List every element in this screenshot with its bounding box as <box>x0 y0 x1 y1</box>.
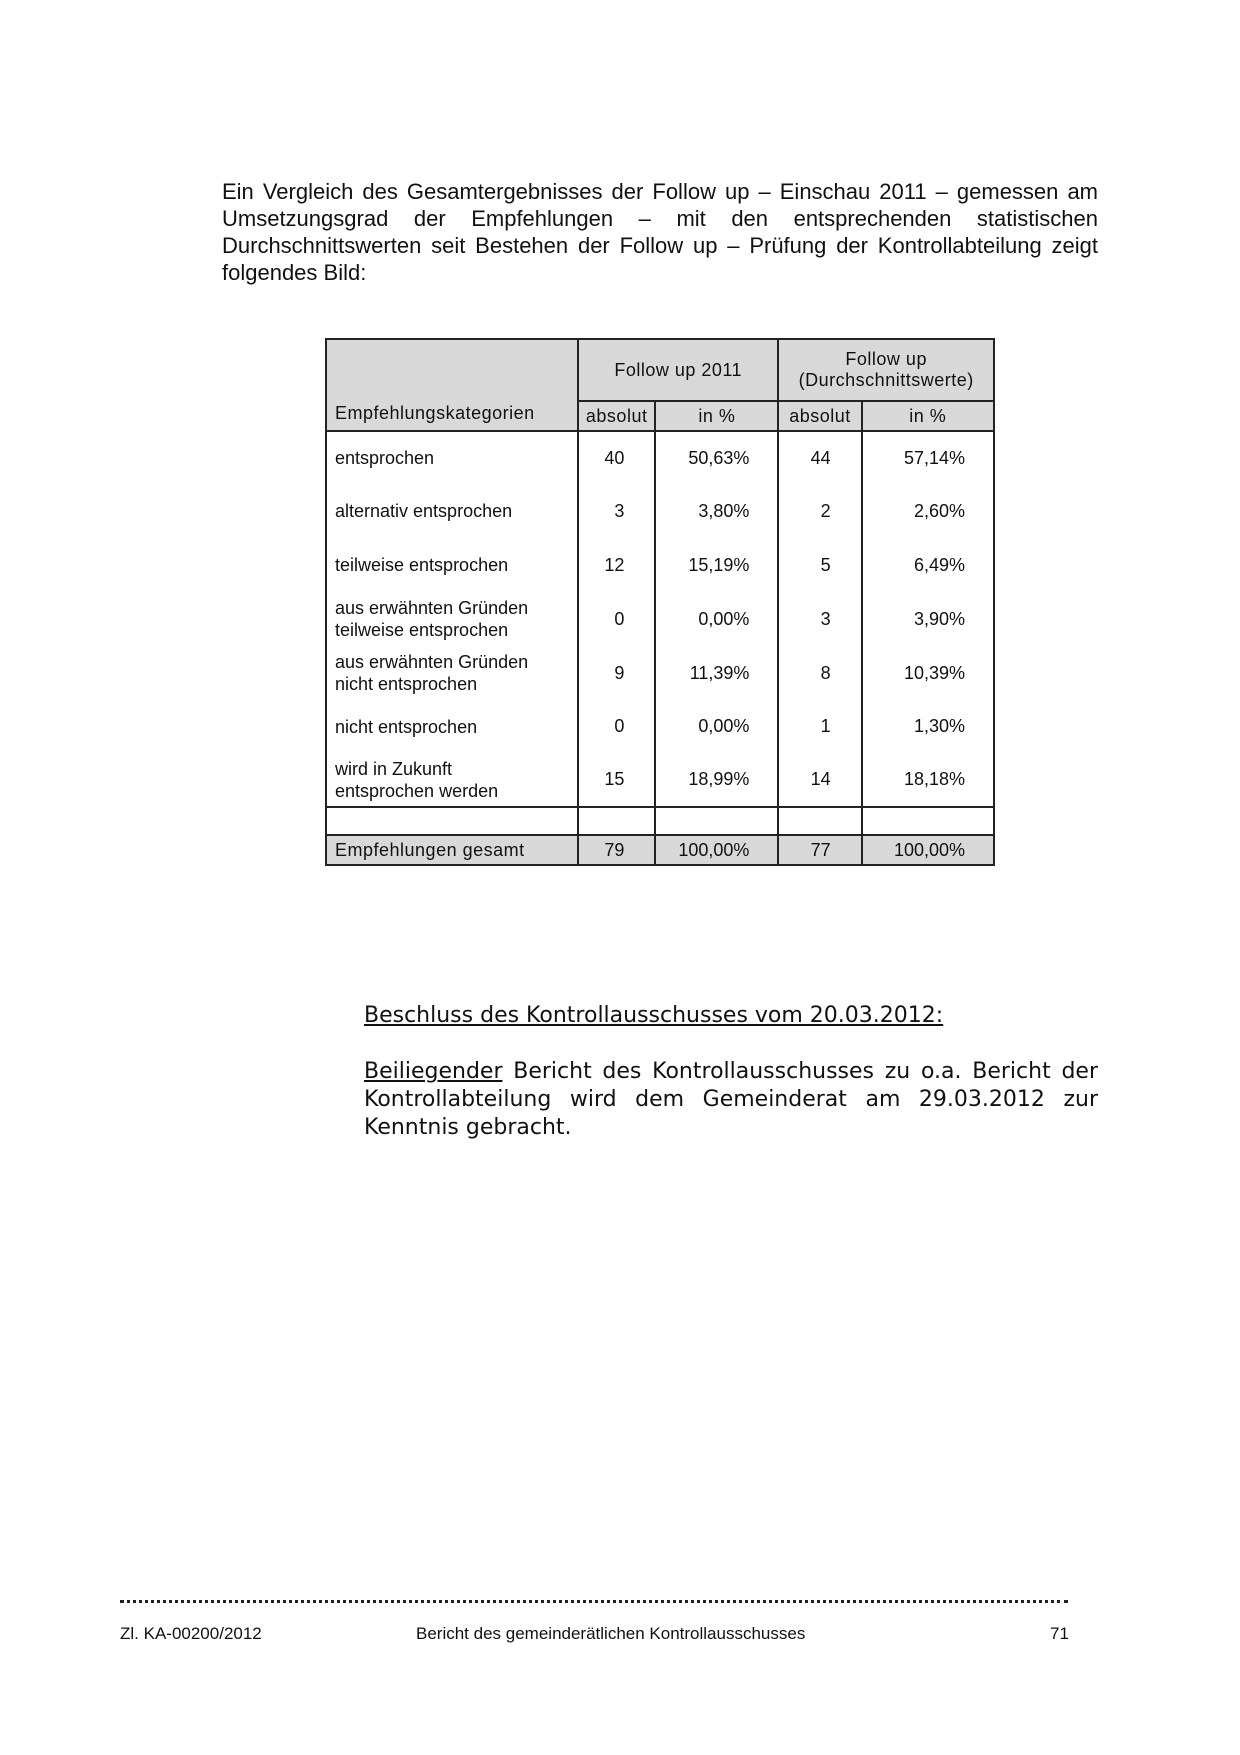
page-number: 71 <box>1050 1624 1069 1643</box>
total-percent-2011: 100,00% <box>655 835 778 865</box>
row-percent-average: 3,90% <box>862 592 994 646</box>
row-absolut-average: 2 <box>778 484 861 538</box>
row-absolut-2011: 15 <box>578 753 655 807</box>
resolution-body-underlined: Beiliegender <box>364 1059 503 1084</box>
row-category: aus erwähnten Gründen teilweise entsprochen <box>326 592 578 646</box>
recommendation-statistics-table <box>325 338 995 866</box>
row-percent-average: 6,49% <box>862 538 994 592</box>
header-follow-up-average-line1: Follow up <box>845 349 927 369</box>
row-absolut-average: 5 <box>778 538 861 592</box>
footer-reference: Zl. KA-00200/2012 <box>120 1624 262 1643</box>
row-percent-average: 18,18% <box>862 753 994 807</box>
row-percent-2011: 0,00% <box>655 700 778 753</box>
row-percent-average: 10,39% <box>862 646 994 700</box>
row-category: aus erwähnten Gründen nicht entsprochen <box>326 646 578 700</box>
table-spacer-row <box>326 807 994 835</box>
row-percent-2011: 50,63% <box>655 431 778 484</box>
row-category: wird in Zukunft entsprochen werden <box>326 753 578 807</box>
row-absolut-average: 1 <box>778 700 861 753</box>
row-category: entsprochen <box>326 431 578 484</box>
subheader-absolut-average: absolut <box>778 401 861 431</box>
row-absolut-2011: 40 <box>578 431 655 484</box>
footer-title: Bericht des gemeinderätlichen Kontrollausschusses <box>416 1624 806 1643</box>
row-absolut-average: 3 <box>778 592 861 646</box>
row-absolut-average: 14 <box>778 753 861 807</box>
table-header-row <box>326 339 994 401</box>
row-percent-2011: 18,99% <box>655 753 778 807</box>
intro-paragraph: Ein Vergleich des Gesamtergebnisses der Follow up – Einschau 2011 – gemessen am Umsetzungsgrad der Empfehlungen – mit den entsprechenden statistischen Durchschnittswerten seit Bestehen der Follow up – Prüfung der Kontrollabteilung zeigt folgendes Bild: <box>222 179 1098 285</box>
resolution-body-text: Bericht des Kontrollausschusses zu o.a. Bericht der Kontrollabteilung wird dem Gemeinderat am 29.03.2012 zur Kenntnis gebracht. <box>364 1059 1098 1140</box>
resolution-heading: Beschluss des Kontrollausschusses vom 20.03.2012: <box>364 1003 944 1028</box>
total-absolut-average: 77 <box>778 835 861 865</box>
row-percent-average: 57,14% <box>862 431 994 484</box>
row-category: nicht entsprochen <box>326 700 578 753</box>
row-percent-average: 2,60% <box>862 484 994 538</box>
row-percent-2011: 3,80% <box>655 484 778 538</box>
row-percent-2011: 11,39% <box>655 646 778 700</box>
resolution-section <box>364 1002 1098 1142</box>
table-row <box>326 753 994 807</box>
table-row <box>326 538 994 592</box>
subheader-percent-average: in % <box>862 401 994 431</box>
row-percent-average: 1,30% <box>862 700 994 753</box>
row-absolut-2011: 0 <box>578 592 655 646</box>
row-percent-2011: 15,19% <box>655 538 778 592</box>
subheader-absolut-2011: absolut <box>578 401 655 431</box>
total-percent-average: 100,00% <box>862 835 994 865</box>
table-row <box>326 700 994 753</box>
row-absolut-average: 8 <box>778 646 861 700</box>
row-absolut-2011: 3 <box>578 484 655 538</box>
total-absolut-2011: 79 <box>578 835 655 865</box>
row-absolut-2011: 9 <box>578 646 655 700</box>
row-percent-2011: 0,00% <box>655 592 778 646</box>
total-label: Empfehlungen gesamt <box>326 835 578 865</box>
header-category: Empfehlungskategorien <box>326 339 578 431</box>
table-row <box>326 484 994 538</box>
table-total-row <box>326 835 994 865</box>
subheader-percent-2011: in % <box>655 401 778 431</box>
header-follow-up-2011: Follow up 2011 <box>578 339 778 401</box>
row-absolut-2011: 12 <box>578 538 655 592</box>
footer-dotted-rule <box>120 1600 1068 1603</box>
header-follow-up-average-line2: (Durchschnittswerte) <box>798 370 974 390</box>
row-absolut-average: 44 <box>778 431 861 484</box>
table-row <box>326 592 994 646</box>
table-row <box>326 431 994 484</box>
row-absolut-2011: 0 <box>578 700 655 753</box>
header-follow-up-average <box>778 339 994 401</box>
row-category: alternativ entsprochen <box>326 484 578 538</box>
table-row <box>326 646 994 700</box>
row-category: teilweise entsprochen <box>326 538 578 592</box>
resolution-body <box>364 1058 1098 1142</box>
